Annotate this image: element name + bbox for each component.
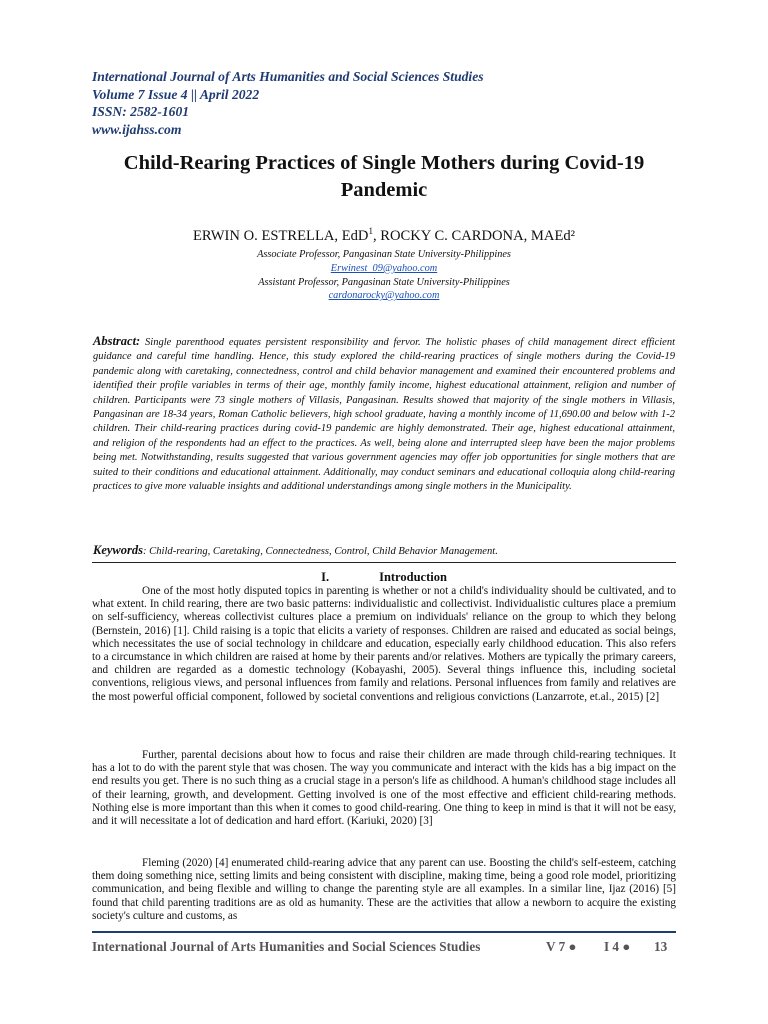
body-paragraph-2: Further, parental decisions about how to focus and raise their children are made through child-rearing techniques. It has a lot to do with the parent style that was chosen. The way you communicate and interact with the kids has a big impact on the end results you get. There is no such thing as a crucial stage in a person's life as childhood. A human's childhood stage includes all of their learning, growth, and development. Getting involved is one of the most effective and efficient child-rearing methods. Nothing else is more important than this when it comes to good child-rearing. One thing to keep in mind is that it will not be easy, and it will necessitate a lot of dedication and hard effort. (Kariuki, 2020) [3] [92, 749, 676, 828]
author-1-email-link[interactable]: Erwinest_09@yahoo.com [330, 262, 438, 274]
journal-website: www.ijahss.com [92, 121, 182, 137]
issn: ISSN: 2582-1601 [92, 104, 190, 119]
separator-rule [92, 562, 676, 563]
abstract-text: Single parenthood equates persistent responsibility and fervor. The holistic phases of child management direct efficient guidance and careful time handling. Hence, this study explored the child-rearing practices of single mothers during the Covid-19 pandemic along with caretaking, connectedness, control and child behavior management and examined their encountered problems and identified their profile variables in terms of their age, monthly family income, highest educational attainment, religion and number of children. Participants were 73 single mothers of Villasis, Pangasinan. Results showed that majority of the single mothers in Villasis, Pangasinan are 18-34 years, Roman Catholic believers, high school graduate, having a monthly income of 11,690.00 and below with 1-2 children. Their child-rearing practices during covid-19 pandemic are highly demonstrated. Their age, highest educational attainment, and religion of the respondents had an effect to the practices. As well, being alone and interrupted sleep have been the major problems being met. Notwithstanding, results suggested that various government agencies may offer job opportunities for single mothers that are suited to their conditions and educational attainment. Additionally, may conduct seminars and educational colloquia along child-rearing practices to give more valuable insights and additional understandings among single mothers in the Municipality. [93, 337, 675, 493]
journal-header [92, 68, 692, 138]
page-number: 13 [654, 939, 668, 954]
page-footer [92, 939, 676, 957]
footer-volume: V 7 ● [546, 939, 577, 954]
footer-journal-name: International Journal of Arts Humanities and Social Sciences Studies [92, 939, 481, 954]
author-2-name: ROCKY C. CARDONA, MAEd² [380, 227, 576, 244]
affiliation-2: Assistant Professor, Pangasinan State University-Philippines [258, 276, 510, 288]
author-2-email-link[interactable]: cardonarocky@yahoo.com [328, 290, 440, 302]
section-number: I. [321, 570, 330, 584]
affiliation-1: Associate Professor, Pangasinan State University-Philippines [257, 249, 511, 260]
keywords [93, 543, 675, 558]
volume-issue: Volume 7 Issue 4 || April 2022 [92, 86, 260, 102]
author-1-mark: 1 [368, 226, 373, 236]
journal-name: International Journal of Arts Humanities and Social Sciences Studies [92, 69, 484, 84]
keywords-label: Keywords [93, 543, 143, 557]
keywords-text: : Child-rearing, Caretaking, Connectedness, Control, Child Behavior Management. [143, 546, 498, 557]
paper-title: Child-Rearing Practices of Single Mothers during Covid-19 Pandemic [123, 152, 645, 201]
section-title: Introduction [379, 570, 447, 584]
abstract-label: Abstract: [93, 334, 141, 348]
body-paragraph-1: One of the most hotly disputed topics in parenting is whether or not a child's individuality should be cultivated, and to what extent. In child rearing, there are two basic patterns: individualistic and collectivist. Individualistic cultures place a premium on self-sufficiency, whereas collectivist cultures place a premium on individuals' reliance on the group to which they belong (Bernstein, 2016) [1]. Child raising is a topic that elicits a variety of responses. Children are raised and educated as social beings, which necessitates the use of social technology in childcare and education, especially early childhood education. This also refers to a circumstance in which children are raised at home by their parents and/or relatives. Mothers are typically the primary careers, and children are regarded as a domestic technology (Kobayashi, 2005). Several things influence this, including societal conventions, religious views, and personal influences from family and relations. Personal influences from family and relatives are the most powerful official component, followed by societal conventions and religious convictions (Lanzarrote, et.al., 2015) [2] [92, 585, 676, 703]
footer-rule [92, 931, 676, 933]
footer-issue: I 4 ● [604, 939, 631, 954]
abstract [93, 334, 675, 494]
author-separator: , [372, 227, 381, 244]
author-1-name: ERWIN O. ESTRELLA, EdD [192, 227, 369, 244]
author-line [80, 226, 688, 245]
body-paragraph-3: Fleming (2020) [4] enumerated child-rearing advice that any parent can use. Boosting the child's self-esteem, catching them doing something nice, setting limits and being consistent with discipline, making time, being a good role model, prioritizing communication, and being flexible and willing to change the parenting style are all examples. In a similar line, Ijaz (2016) [5] found that child parenting traditions are as old as humanity. These are the activities that allow a newborn to acquire the existing society's culture and customs, as [92, 857, 676, 922]
section-heading [92, 570, 676, 585]
affiliations [80, 248, 688, 303]
